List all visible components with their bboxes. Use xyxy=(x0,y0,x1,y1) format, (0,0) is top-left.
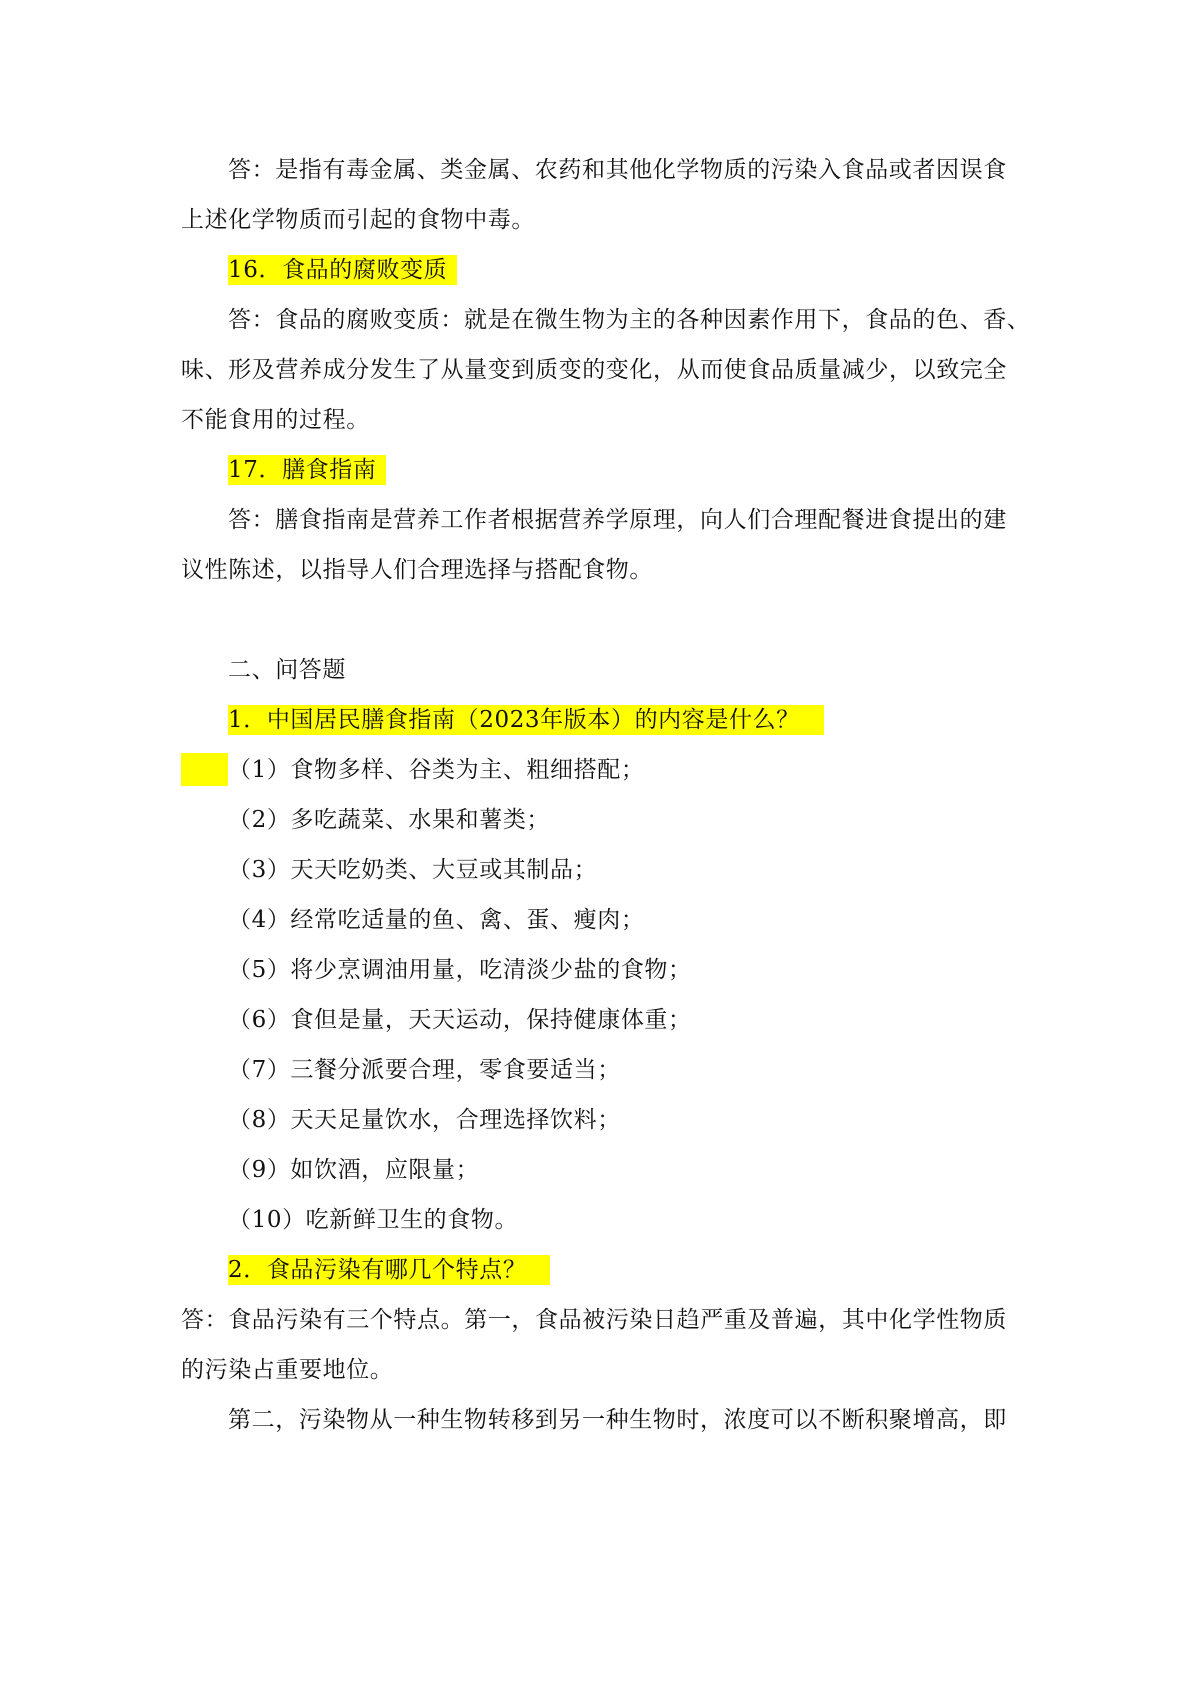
guideline-item-4: （4）经常吃适量的鱼、禽、蛋、瘦肉； xyxy=(228,907,645,933)
guideline-item-7: （7）三餐分派要合理，零食要适当； xyxy=(228,1057,621,1083)
answer-15-line-1: 答：是指有毒金属、类金属、农药和其他化学物质的污染入食品或者因误食 xyxy=(228,157,1007,183)
highlight-marker xyxy=(181,753,228,786)
answer-16-line-1: 答：食品的腐败变质：就是在微生物为主的各种因素作用下，食品的色、香、 xyxy=(228,307,1031,333)
answer-16-line-2: 味、形及营养成分发生了从量变到质变的变化，从而使食品质量减少，以致完全 xyxy=(181,357,1007,383)
answer-q2-line-2: 的污染占重要地位。 xyxy=(181,1357,394,1383)
guideline-item-2: （2）多吃蔬菜、水果和薯类； xyxy=(228,807,551,833)
answer-15-line-2: 上述化学物质而引起的食物中毒。 xyxy=(181,207,535,233)
answer-17-line-1: 答：膳食指南是营养工作者根据营养学原理，向人们合理配餐进食提出的建 xyxy=(228,507,1007,533)
guideline-item-1: （1）食物多样、谷类为主、粗细搭配； xyxy=(228,757,645,783)
answer-q2-line-3: 第二，污染物从一种生物转移到另一种生物时，浓度可以不断积聚增高，即 xyxy=(228,1407,1007,1433)
guideline-item-5: （5）将少烹调油用量，吃清淡少盐的食物； xyxy=(228,957,692,983)
section-2-heading: 二、问答题 xyxy=(228,657,346,683)
question-1-heading-text: 1．中国居民膳食指南（2023年版本）的内容是什么？ xyxy=(228,705,824,735)
term-17-heading xyxy=(228,455,386,485)
guideline-item-8: （8）天天足量饮水，合理选择饮料； xyxy=(228,1107,621,1133)
guideline-item-10: （10）吃新鲜卫生的食物。 xyxy=(228,1207,519,1233)
term-17-heading-text: 17．膳食指南 xyxy=(228,455,386,485)
question-2-heading-text: 2．食品污染有哪几个特点？ xyxy=(228,1255,550,1285)
term-16-heading xyxy=(228,255,457,285)
answer-q2-line-1: 答：食品污染有三个特点。第一，食品被污染日趋严重及普遍，其中化学性物质 xyxy=(181,1307,1007,1333)
term-16-heading-text: 16．食品的腐败变质 xyxy=(228,255,457,285)
answer-16-line-3: 不能食用的过程。 xyxy=(181,407,370,433)
guideline-item-9: （9）如饮酒，应限量； xyxy=(228,1157,480,1183)
question-2-heading xyxy=(228,1255,550,1285)
guideline-item-6: （6）食但是量，天天运动，保持健康体重； xyxy=(228,1007,692,1033)
guideline-item-3: （3）天天吃奶类、大豆或其制品； xyxy=(228,857,598,883)
answer-17-line-2: 议性陈述，以指导人们合理选择与搭配食物。 xyxy=(181,557,653,583)
question-1-heading xyxy=(228,705,824,735)
